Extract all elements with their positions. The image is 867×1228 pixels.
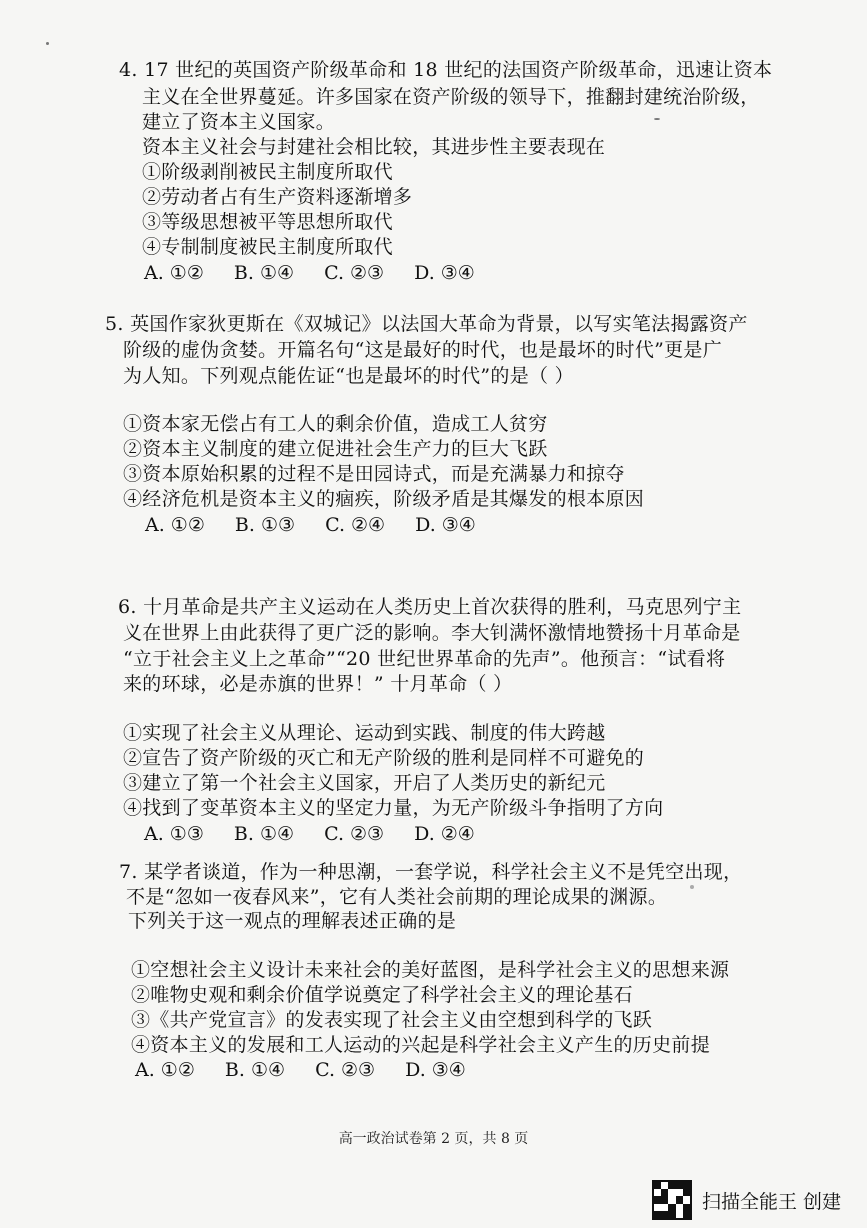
- question-7-line-1: 7. 某学者谈道，作为一种思潮，一套学说，科学社会主义不是凭空出现，: [119, 861, 743, 883]
- question-7-option-3: ③《共产党宣言》的发表实现了社会主义由空想到科学的飞跃: [131, 1009, 653, 1031]
- question-4-option-4: ④专制制度被民主制度所取代: [142, 236, 393, 258]
- question-4-choice-d: D. ③④: [414, 262, 475, 284]
- question-7-line-2: 不是“忽如一夜春风来”，它有人类社会前期的理论成果的渊源。: [126, 886, 668, 908]
- question-7-stem: 下列关于这一观点的理解表述正确的是: [128, 910, 457, 932]
- question-4-option-3: ③等级思想被平等思想所取代: [142, 211, 393, 233]
- question-7-choice-a: A. ①②: [135, 1059, 195, 1081]
- question-5-choice-b: B. ①③: [234, 514, 296, 536]
- question-7-choice-c: C. ②③: [315, 1059, 376, 1081]
- question-6-option-2: ②宣告了资产阶级的灭亡和无产阶级的胜利是同样不可避免的: [123, 747, 645, 769]
- scan-speck: [690, 885, 694, 889]
- question-5-line-2: 阶级的虚伪贪婪。开篇名句“这是最好的时代，也是最坏的时代”更是广: [123, 339, 723, 361]
- question-7-choice-d: D. ③④: [405, 1059, 466, 1081]
- scanner-label: 扫描全能王 创建: [701, 1190, 841, 1213]
- page-footer: 高一政治试卷第 2 页，共 8 页: [338, 1131, 529, 1147]
- question-7-option-4: ④资本主义的发展和工人运动的兴起是科学社会主义产生的历史前提: [131, 1034, 711, 1056]
- question-6-option-4: ④找到了变革资本主义的坚定力量，为无产阶级斗争指明了方向: [123, 797, 664, 819]
- question-5-option-4: ④经济危机是资本主义的痼疾，阶级矛盾是其爆发的根本原因: [123, 488, 645, 510]
- question-7-option-2: ②唯物史观和剩余价值学说奠定了科学社会主义的理论基石: [131, 984, 633, 1006]
- question-4-stem: 资本主义社会与封建社会相比较，其进步性主要表现在: [142, 136, 606, 158]
- question-6-line-2: 义在世界上由此获得了更广泛的影响。李大钊满怀激情地赞扬十月革命是: [123, 622, 741, 644]
- scan-speck: [46, 42, 49, 45]
- question-4-line-1: 4. 17 世纪的英国资产阶级革命和 18 世纪的法国资产阶级革命，迅速让资本: [119, 59, 773, 81]
- question-4-choice-c: C. ②③: [324, 262, 385, 284]
- question-5-option-1: ①资本家无偿占有工人的剩余价值，造成工人贫穷: [123, 413, 548, 435]
- question-7-choices: [135, 1058, 490, 1082]
- scanner-watermark: [652, 1180, 841, 1220]
- question-5-option-3: ③资本原始积累的过程不是田园诗式，而是充满暴力和掠夺: [123, 463, 625, 485]
- question-6-line-1: 6. 十月革命是共产主义运动在人类历史上首次获得的胜利，马克思列宁主: [118, 596, 742, 618]
- qr-code-icon: [652, 1180, 692, 1220]
- question-4-line-3: 建立了资本主义国家。: [142, 111, 336, 133]
- question-6-choices: [144, 822, 499, 846]
- question-6-line-3: “立于社会主义上之革命”“20 世纪世界革命的先声”。他预言：“试看将: [123, 648, 726, 670]
- scan-speck: [654, 118, 660, 120]
- question-5-choice-d: D. ③④: [415, 514, 476, 536]
- question-6-choice-c: C. ②③: [324, 823, 385, 845]
- question-4-choice-b: B. ①④: [233, 262, 295, 284]
- question-6-line-4: 来的环球，必是赤旗的世界！” 十月革命（ ）: [123, 673, 513, 695]
- question-6-choice-a: A. ①③: [144, 823, 204, 845]
- question-7-option-1: ①空想社会主义设计未来社会的美好蓝图，是科学社会主义的思想来源: [131, 959, 730, 981]
- question-5-choices: [145, 513, 500, 537]
- question-5-line-3: 为人知。下列观点能佐证“也是最坏的时代”的是（ ）: [123, 365, 574, 387]
- question-6-option-3: ③建立了第一个社会主义国家，开启了人类历史的新纪元: [123, 772, 606, 794]
- question-5-choice-c: C. ②④: [325, 514, 386, 536]
- question-4-choices: [144, 261, 499, 285]
- question-6-choice-b: B. ①④: [233, 823, 295, 845]
- question-4-line-2: 主义在全世界蔓延。许多国家在资产阶级的领导下，推翻封建统治阶级，: [142, 86, 760, 108]
- question-5-option-2: ②资本主义制度的建立促进社会生产力的巨大飞跃: [123, 438, 548, 460]
- question-4-choice-a: A. ①②: [144, 262, 204, 284]
- question-5-line-1: 5. 英国作家狄更斯在《双城记》以法国大革命为背景，以写实笔法揭露资产: [105, 313, 748, 335]
- question-4-option-1: ①阶级剥削被民主制度所取代: [142, 161, 393, 183]
- question-7-choice-b: B. ①④: [224, 1059, 286, 1081]
- question-6-option-1: ①实现了社会主义从理论、运动到实践、制度的伟大跨越: [123, 722, 606, 744]
- question-4-option-2: ②劳动者占有生产资料逐渐增多: [142, 186, 413, 208]
- question-6-choice-d: D. ②④: [414, 823, 475, 845]
- question-5-choice-a: A. ①②: [145, 514, 205, 536]
